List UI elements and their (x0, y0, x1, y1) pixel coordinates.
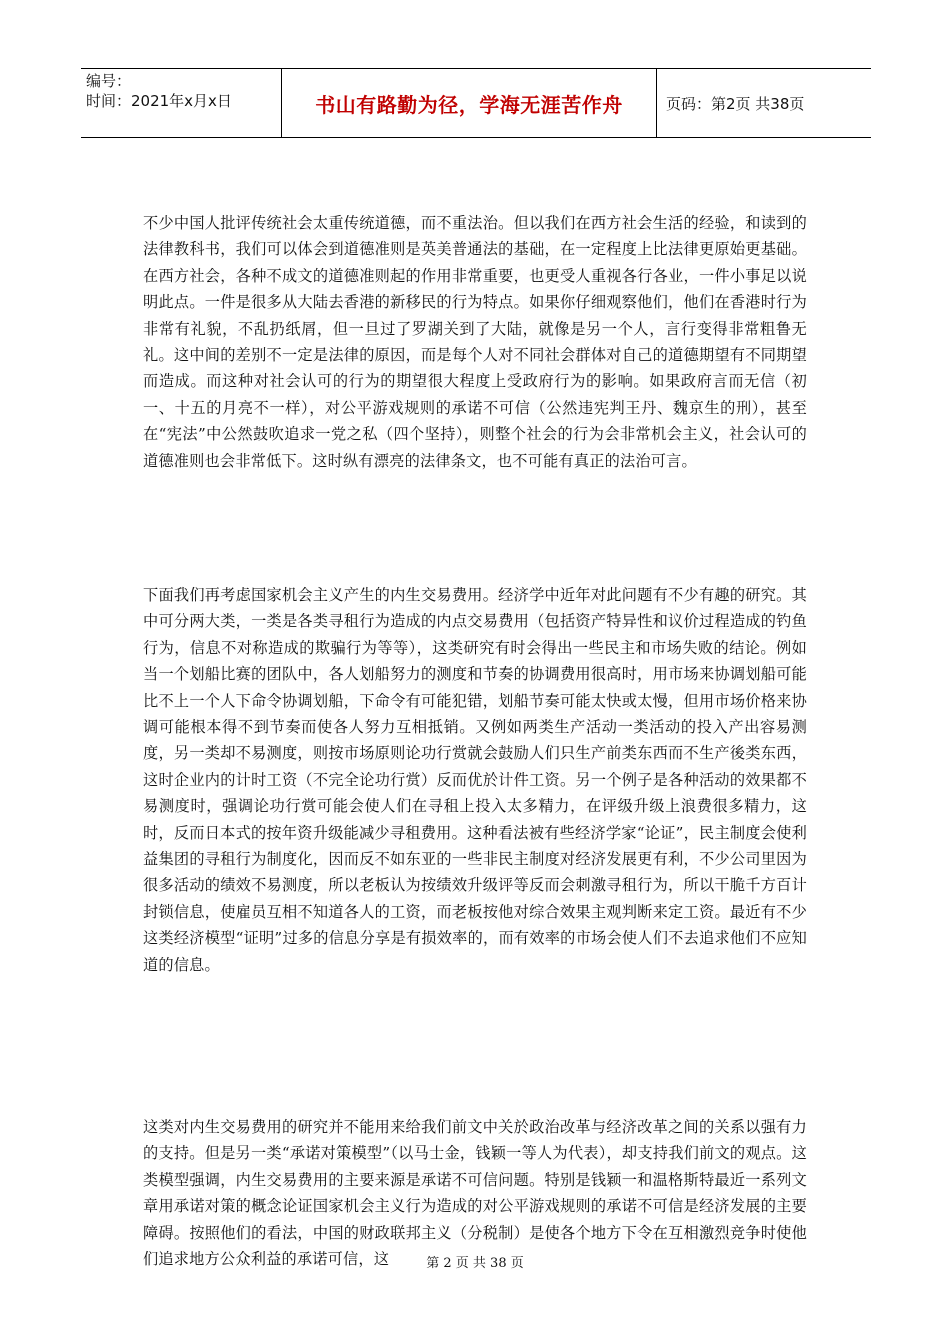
serial-label: 编号： (86, 72, 132, 90)
paragraph-1: 不少中国人批评传统社会太重传统道德，而不重法治。但以我们在西方社会生活的经验，和读到的法律教科书，我们可以体会到道德准则是英美普通法的基础，在一定程度上比法律更原始更基础。在西方社会，各种不成文的道德准则起的作用非常重要，也更受人重视各行各业，一件小事足以说明此点。一件是很多从大陆去香港的新移民的行为特点。如果你仔细观察他们，他们在香港时行为非常有礼貌，不乱扔纸屑，但一旦过了罗湖关到了大陆，就像是另一个人，言行变得非常粗鲁无礼。这中间的差别不一定是法律的原因，而是每个人对不同社会群体对自己的道德期望有不同期望而造成。而这种对社会认可的行为的期望很大程度上受政府行为的影响。如果政府言而无信（初一、十五的月亮不一样），对公平游戏规则的承诺不可信（公然违宪判王丹、魏京生的刑），甚至在“宪法”中公然鼓吹追求一党之私（四个坚持），则整个社会的行为会非常机会主义，社会认可的道德准则也会非常低下。这时纵有漂亮的法律条文，也不可能有真正的法治可言。 (143, 214, 807, 470)
date-label: 时间：2021年x月x日 (86, 92, 232, 110)
page-footer (0, 1252, 950, 1271)
paragraph-3: 这类对内生交易费用的研究并不能用来给我们前文中关於政治改革与经济改革之间的关系以强有力的支持。但是另一类“承诺对策模型”（以马士金，钱颖一等人为代表），却支持我们前文的观点。这类模型强调，内生交易费用的主要来源是承诺不可信问题。特别是钱颖一和温格斯特最近一系列文章用承诺对策的概念论证国家机会主义行为造成的对公平游戏规则的承诺不可信是经济发展的主要障碍。按照他们的看法，中国的财政联邦主义（分税制）是使各个地方下令在互相激烈竞争时使他们追求地方公众利益的承诺可信，这 (143, 1118, 807, 1269)
header-slogan-cell (282, 69, 657, 137)
slogan-text: 书山有路勤为径，学海无涯苦作舟 (315, 92, 623, 117)
page-info: 页码：第2页 共38页 (666, 94, 805, 113)
paragraph-2: 下面我们再考虑国家机会主义产生的内生交易费用。经济学中近年对此问题有不少有趣的研究。其中可分两大类，一类是各类寻租行为造成的内点交易费用（包括资产特异性和议价过程造成的钓鱼行为，信息不对称造成的欺骗行为等等），这类研究有时会得出一些民主和市场失败的结论。例如当一个划船比赛的团队中，各人划船努力的测度和节奏的协调费用很高时，用市场来协调划船可能比不上一个人下命令协调划船，下命令有可能犯错，划船节奏可能太快或太慢，但用市场价格来协调可能根本得不到节奏而使各人努力互相抵销。又例如两类生产活动一类活动的投入产出容易测度，另一类却不易测度，则按市场原则论功行赏就会鼓励人们只生产前类东西而不生产後类东西，这时企业内的计时工资（不完全论功行赏）反而优於计件工资。另一个例子是各种活动的效果都不易测度时，强调论功行赏可能会使人们在寻租上投入太多精力，在评级升级上浪费很多精力，这时，反而日本式的按年资升级能减少寻租费用。这种看法被有些经济学家“论证”，民主制度会使利益集团的寻租行为制度化，因而反不如东亚的一些非民主制度对经济发展更有利，不少公司里因为很多活动的绩效不易测度，所以老板认为按绩效升级评等反而会刺激寻租行为，所以干脆千方百计封锁信息，使雇员互相不知道各人的工资，而老板按他对综合效果主观判断来定工资。最近有不少这类经济模型“证明”过多的信息分享是有损效率的，而有效率的市场会使人们不去追求他们不应知道的信息。 (143, 586, 807, 974)
header-table (81, 68, 871, 138)
header-meta-cell (81, 69, 282, 137)
footer-page-number: 第 2 页 共 38 页 (426, 1256, 524, 1271)
header-page-cell (657, 69, 871, 137)
